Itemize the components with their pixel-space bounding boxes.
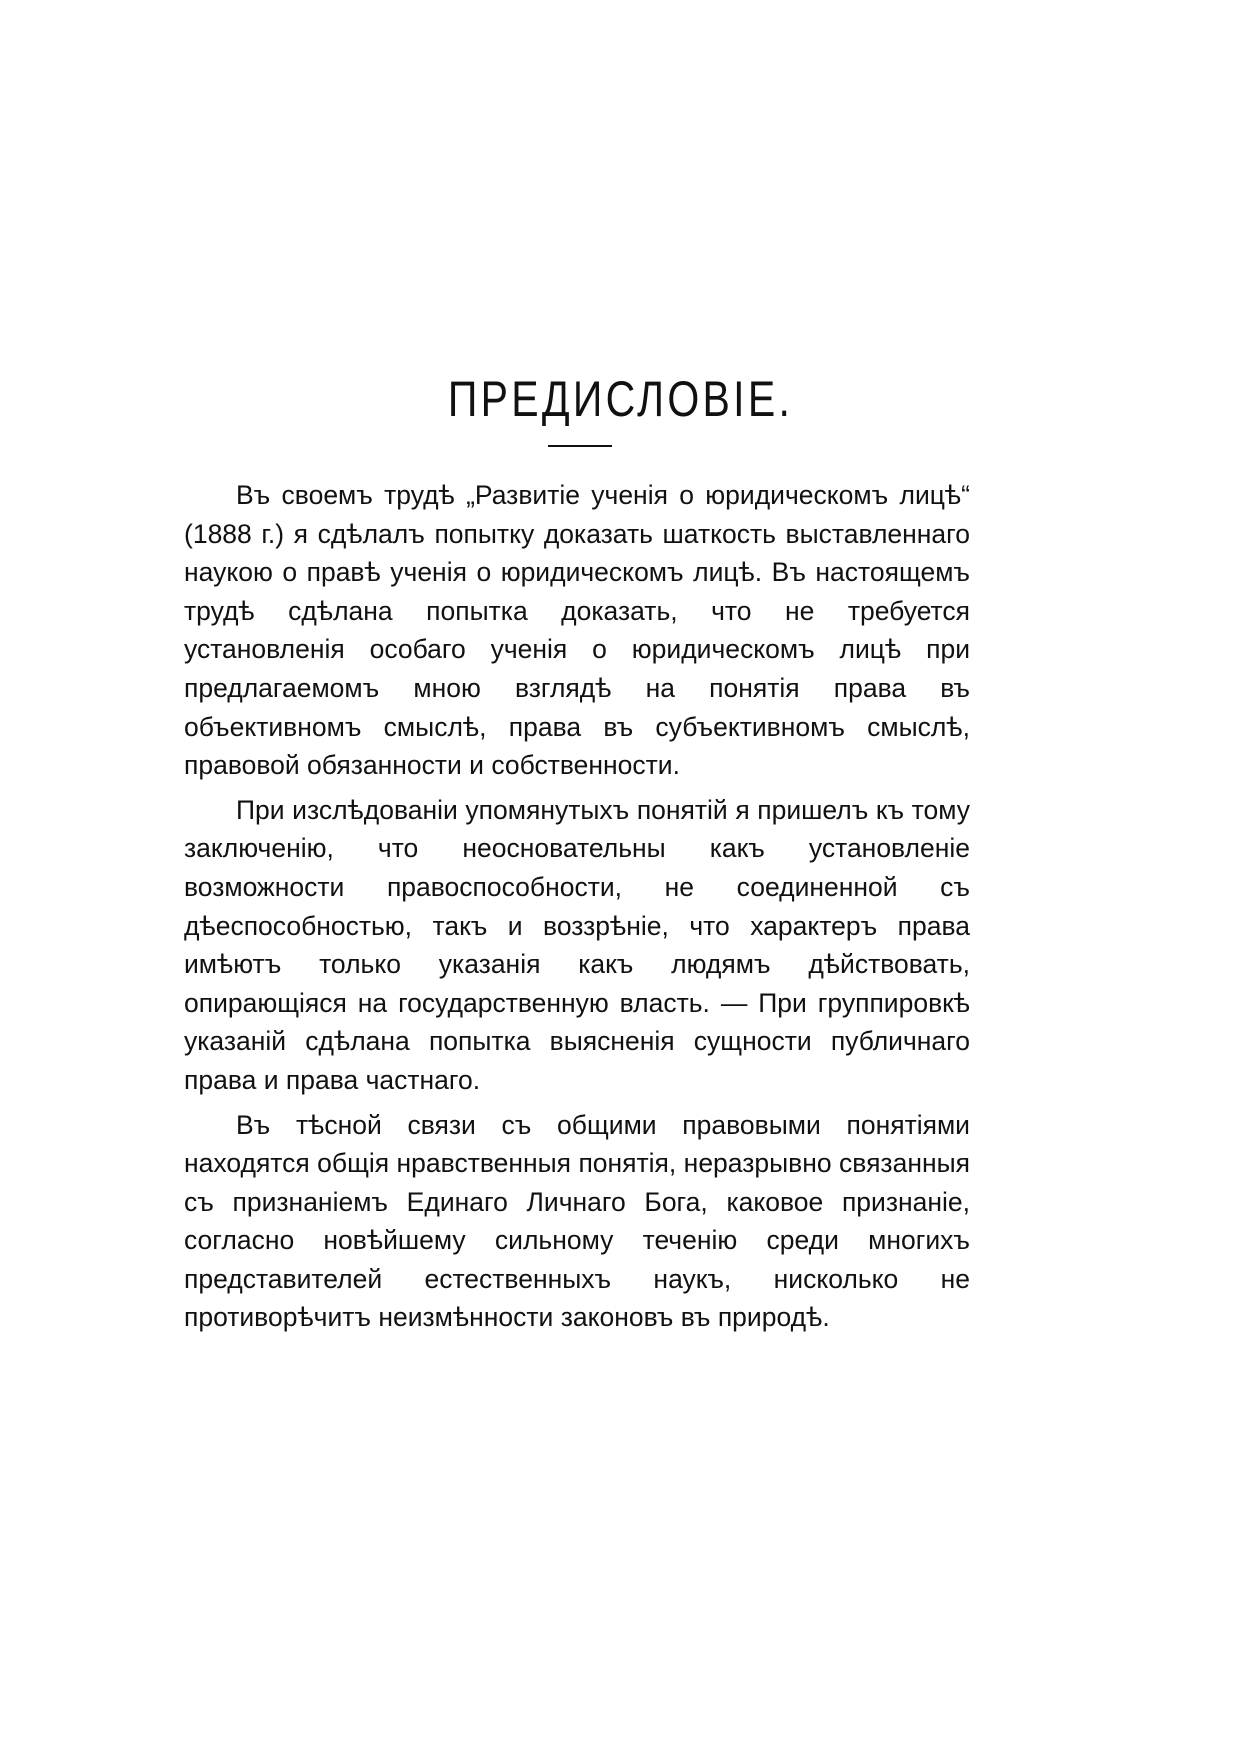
body-text [184, 476, 970, 1343]
paragraph-3: Въ тѣсной связи съ общими правовыми понятіями находятся общія нравственныя понятія, неразрывно связанныя съ признаніемъ Единаго Личнаго Бога, каковое признаніе, согласно новѣйшему сильному теченію среди многихъ представителей естественныхъ наукъ, нисколько не противорѣчитъ неизмѣнности законовъ въ природѣ. [184, 1109, 970, 1333]
page-title: ПРЕДИСЛОВІЕ. [447, 371, 794, 427]
title-divider [548, 445, 612, 447]
paragraph-1: Въ своемъ трудѣ „Развитіе ученія о юридическомъ лицѣ“ (1888 г.) я сдѣлалъ попытку доказать шаткость выставленнаго наукою о правѣ ученія о юридическомъ лицѣ. Въ настоящемъ трудѣ сдѣлана попытка доказать, что не требуется установленія особаго ученія о юридическомъ лицѣ при предлагаемомъ мною взглядѣ на понятія права въ объективномъ смыслѣ, права въ субъективномъ смыслѣ, правовой обязанности и собственности. [184, 480, 970, 781]
paragraph-2: При изслѣдованіи упомянутыхъ понятій я пришелъ къ тому заключенію, что неосновательны какъ установленіе возможности правоспособности, не соединенной съ дѣеспособностью, такъ и воззрѣніе, что характеръ права имѣютъ только указанія какъ людямъ дѣйствовать, опирающіяся на государственную власть. — При группировкѣ указаній сдѣлана попытка выясненія сущности публичнаго права и права частнаго. [184, 794, 970, 1095]
